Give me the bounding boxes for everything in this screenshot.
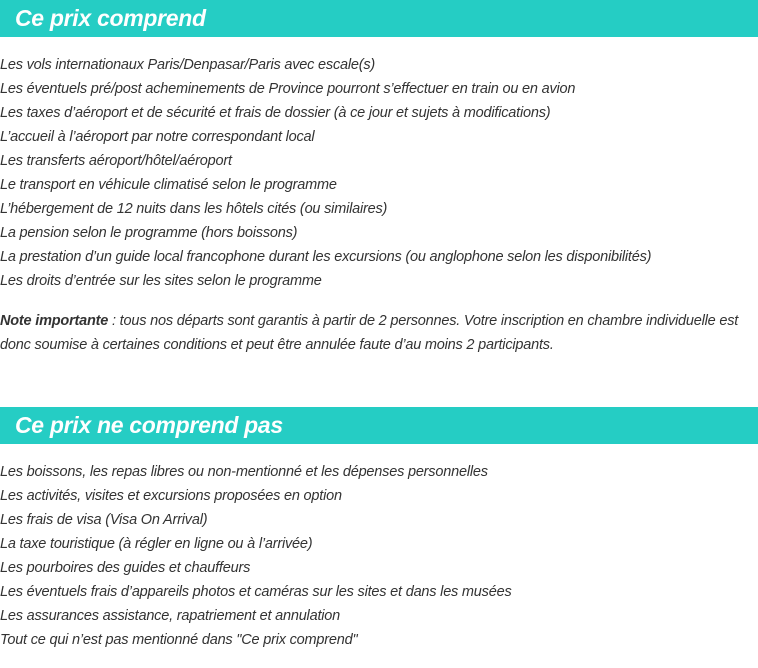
list-item: Les éventuels frais d’appareils photos et caméras sur les sites et dans les musées [0,584,512,600]
list-item: Les activités, visites et excursions proposées en option [0,488,342,504]
list-item: Tout ce qui n’est pas mentionné dans "Ce prix comprend" [0,632,358,648]
list-item: Le transport en véhicule climatisé selon le programme [0,177,337,193]
list-item: Les vols internationaux Paris/Denpasar/Paris avec escale(s) [0,57,376,73]
list-item: Les éventuels pré/post acheminements de Province pourront s’effectuer en train ou en avion [0,81,576,97]
included-list [0,53,758,293]
excluded-section-title: Ce prix ne comprend pas [0,407,758,444]
list-item: Les boissons, les repas libres ou non-mentionné et les dépenses personnelles [0,464,488,480]
list-item: Les frais de visa (Visa On Arrival) [0,512,208,528]
list-item: La prestation d’un guide local francophone durant les excursions (ou anglophone selon les disponibilités) [0,249,652,265]
list-item: Les assurances assistance, rapatriement et annulation [0,608,341,624]
list-item: Les droits d’entrée sur les sites selon le programme [0,273,322,289]
list-item: Les pourboires des guides et chauffeurs [0,560,251,576]
important-note [0,309,752,357]
list-item: L’accueil à l’aéroport par notre correspondant local [0,129,315,145]
list-item: La taxe touristique (à régler en ligne ou à l’arrivée) [0,536,313,552]
included-section-title: Ce prix comprend [0,0,758,37]
note-text: : tous nos départs sont garantis à partir de 2 personnes. Votre inscription en chambre individuelle est donc soumise à certaines conditions et peut être annulée faute d’au moins 2 participants. [0,313,739,353]
excluded-list [0,460,758,652]
list-item: Les transferts aéroport/hôtel/aéroport [0,153,232,169]
list-item: Les taxes d’aéroport et de sécurité et frais de dossier (à ce jour et sujets à modifications) [0,105,551,121]
note-label: Note importante [0,313,109,329]
list-item: L’hébergement de 12 nuits dans les hôtels cités (ou similaires) [0,201,388,217]
list-item: La pension selon le programme (hors boissons) [0,225,298,241]
